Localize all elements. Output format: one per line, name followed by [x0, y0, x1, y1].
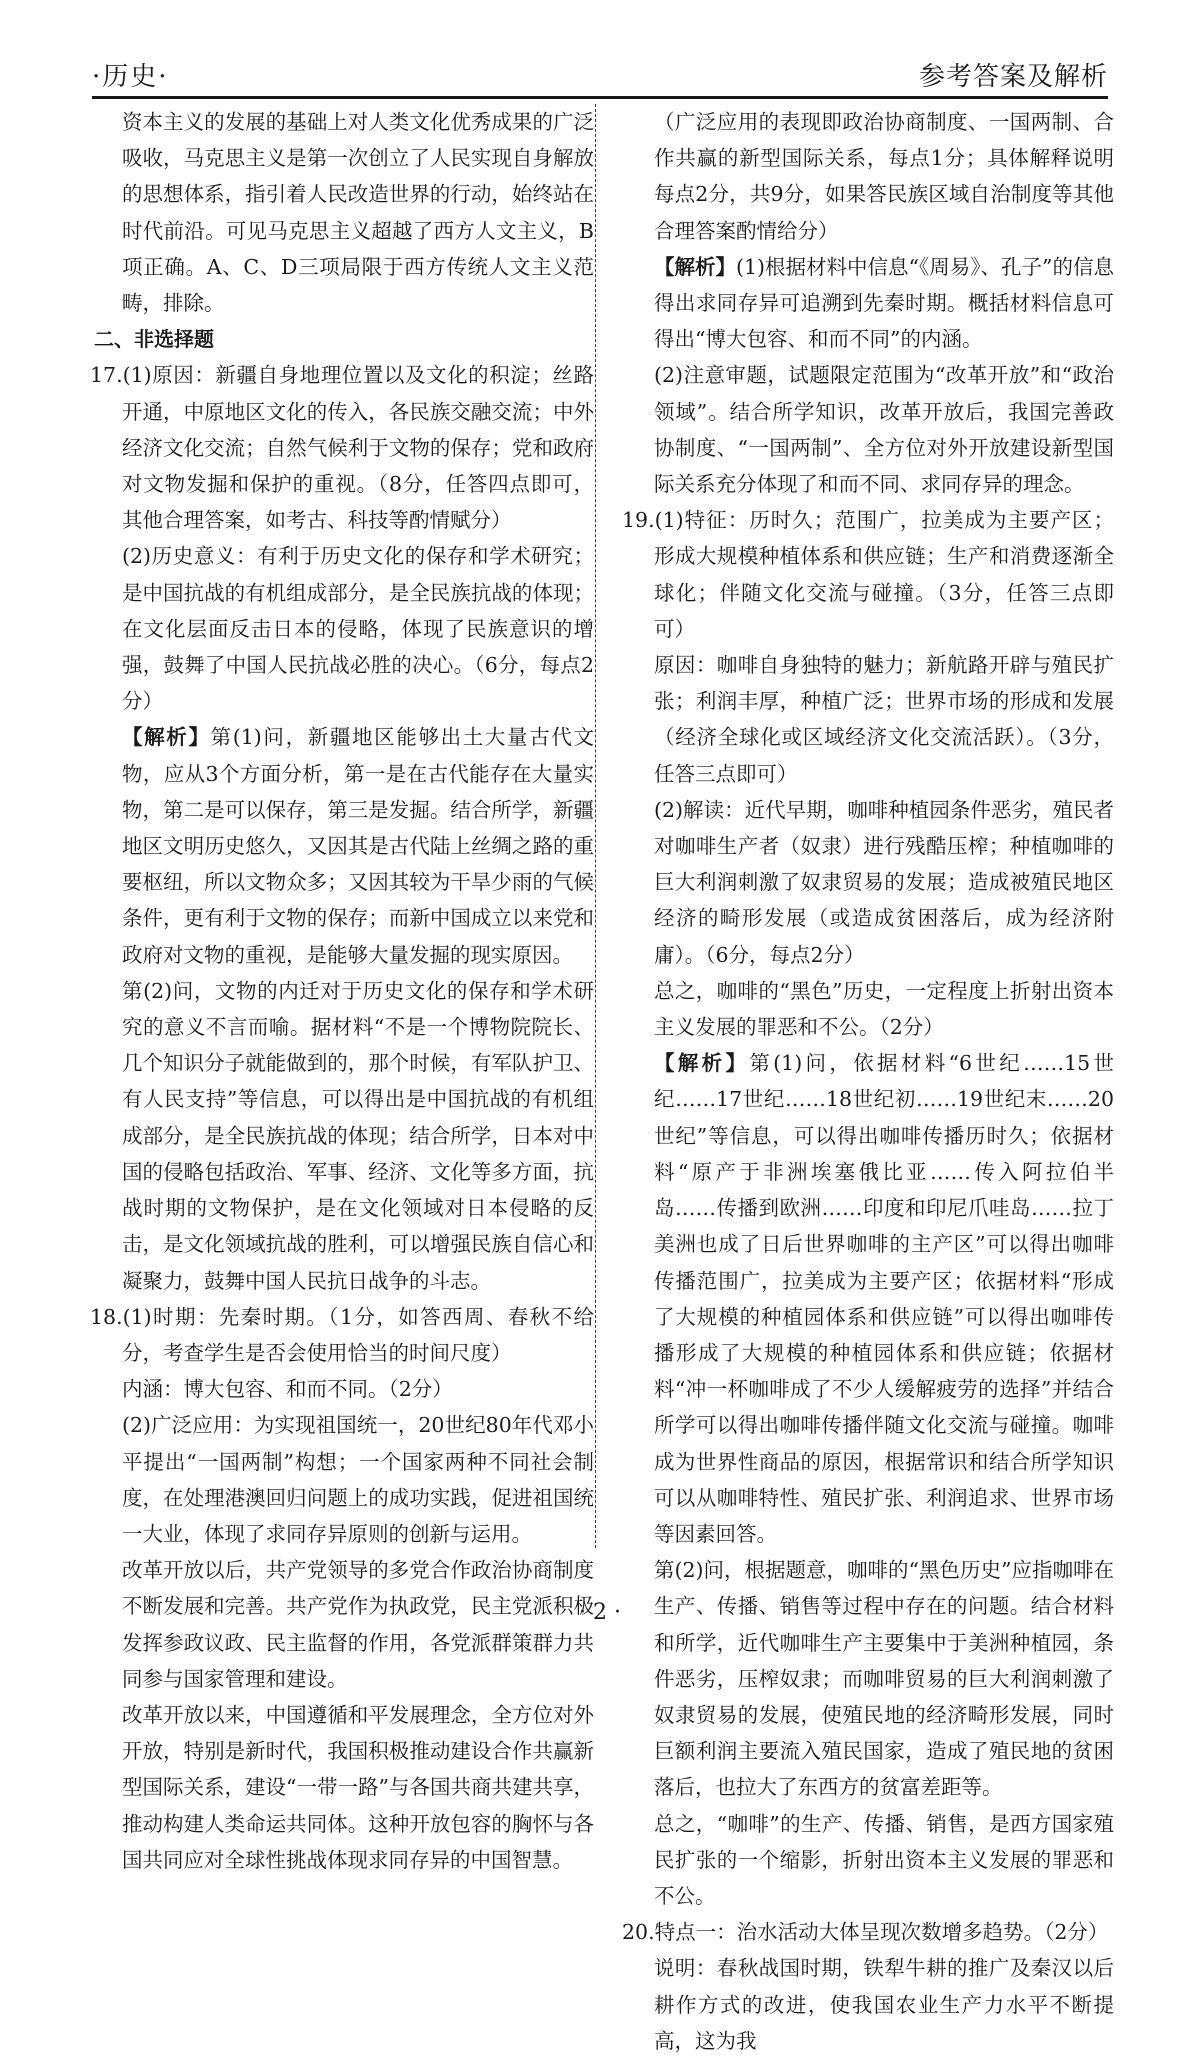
q19-explanation-1-text: 第(1)问，依据材料“6世纪……15世纪……17世纪……18世纪初……19世纪末……20世纪”等信息，可以得出咖啡传播历时久；依据材料“原产于非洲埃塞俄比亚……传入阿拉伯半岛……传播到欧洲……印度和印尼爪哇岛……拉丁美洲也成了日后世界咖啡的主产区”可以得出咖啡传播范围广，拉美成为主要产区；依据材料“形成了大规模的种植园体系和供应链”可以得出咖啡传播形成了大规模的种植园体系和供应链；依据材料“冲一杯咖啡成了不少人缓解疲劳的选择”并结合所学可以得出咖啡传播伴随文化交流与碰撞。咖啡成为世界性商品的原因，根据常识和结合所学知识可以从咖啡特性、殖民扩张、利润追求、世界市场等因素回答。 [654, 1051, 1114, 1546]
section-title: 二、非选择题 [94, 327, 214, 352]
right-column [622, 104, 1114, 2059]
q18-answer-continued: （广泛应用的表现即政治协商制度、一国两制、合作共赢的新型国际关系，每点1分；具体解释说明每点2分，共9分，如果答民族区域自治制度等其他合理答案酌情给分） [654, 110, 1114, 243]
q18-answer-4: 改革开放以来，中国遵循和平发展理念，全方位对外开放，特别是新时代，我国积极推动建设合作共赢新型国际关系，建设“一带一路”与各国共商共建共享，推动构建人类命运共同体。这种开放包容的胸怀与各国共同应对全球性挑战体现求同存异的中国智慧。 [122, 1702, 594, 1872]
q19-explanation-3: 总之，“咖啡”的生产、传播、销售，是西方国家殖民扩张的一个缩影，折射出资本主义发展的罪恶和不公。 [654, 1811, 1114, 1908]
q19-answer-2: (2)解读：近代早期，咖啡种植园条件恶劣，殖民者对咖啡生产者（奴隶）进行残酷压榨；种植咖啡的巨大利润刺激了奴隶贸易的发展；造成被殖民地区经济的畸形发展（或造成贫困落后，成为经济附庸）。（6分，每点2分） [654, 797, 1114, 967]
analysis-tag: 【解析】 [122, 725, 211, 750]
analysis-tag: 【解析】 [654, 1051, 750, 1076]
q18-answer-3: 改革开放以后，共产党领导的多党合作政治协商制度不断发展和完善。共产党作为执政党，民主党派积极发挥参政议政、民主监督的作用，各党派群策群力共同参与国家管理和建设。 [122, 1558, 594, 1691]
q18-explanation-2: (2)注意审题，试题限定范围为“改革开放”和“政治领域”。结合所学知识，改革开放后，我国完善政协制度、“一国两制”、全方位对外开放建设新型国际关系充分体现了和而不同、求同存异的理念。 [654, 363, 1114, 497]
section-header: 参考答案及解析 [918, 62, 1108, 92]
q19-answer-1: 19.(1)特征：历时久；范围广，拉美成为主要产区；形成大规模种植体系和供应链；生产和消费逐渐全球化；伴随文化交流与碰撞。（3分，任答三点即可） [622, 508, 1114, 641]
answer-paragraph: 资本主义的发展的基础上对人类文化优秀成果的广泛吸收，马克思主义是第一次创立了人民实现自身解放的思想体系，指引着人民改造世界的行动，始终站在时代前沿。可见马克思主义超越了西方人文主义，B项正确。A、C、D三项局限于西方传统人文主义范畴，排除。 [122, 110, 594, 316]
q18-answer-2: (2)广泛应用：为实现祖国统一，20世纪80年代邓小平提出“一国两制”构想；一个国家两种不同社会制度，在处理港澳回归问题上的成功实践，促进祖国统一大业，体现了求同存异原则的创新与运用。 [122, 1413, 594, 1546]
column-divider [595, 104, 596, 1548]
q17-explanation-1-text: 第(1)问，新疆地区能够出土大量古代文物，应从3个方面分析，第一是在古代能存在大量实物，第二是可以保存，第三是发掘。结合所学，新疆地区文明历史悠久，又因其是古代陆上丝绸之路的重要枢纽，所以文物众多；又因其较为干旱少雨的气候条件，更有利于文物的保存；而新中国成立以来党和政府对文物的重视，是能够大量发掘的现实原因。 [122, 725, 594, 967]
q18-explanation-1-text: (1)根据材料中信息“《周易》、孔子”的信息得出求同存异可追溯到先秦时期。概括材料信息可得出“博大包容、和而不同”的内涵。 [654, 254, 1114, 352]
q18-answer-1: 18.(1)时期：先秦时期。（1分，如答西周、春秋不给分，考查学生是否会使用恰当的时间尺度） [90, 1304, 594, 1365]
header-rule [92, 96, 1108, 99]
subject-header: ·历史· [92, 62, 169, 92]
q17-answer-1: 17.(1)原因：新疆自身地理位置以及文化的积淀；丝路开通，中原地区文化的传入，各民族交融交流；中外经济文化交流；自然气候利于文物的保存；党和政府对文物发掘和保护的重视。（8分，任答四点即可，其他合理答案，如考古、科技等酌情赋分） [90, 363, 594, 533]
q17-explanation-2: 第(2)问，文物的内迁对于历史文化的保存和学术研究的意义不言而喻。据材料“不是一个博物院院长、几个知识分子就能做到的，那个时候，有军队护卫、有人民支持”等信息，可以得出是中国抗战的有机组成部分，是全民族抗战的体现；结合所学，日本对中国的侵略包括政治、军事、经济、文化等多方面，抗战时期的文物保护，是在文化领域对日本侵略的反击，是文化领域抗战的胜利，可以增强民族自信心和凝聚力，鼓舞中国人民抗日战争的斗志。 [122, 978, 594, 1293]
q18-answer-1b: 内涵：博大包容、和而不同。（2分） [122, 1377, 453, 1402]
q20-answer-1: 20.特点一：治水活动大体呈现次数增多趋势。（2分） [622, 1920, 1109, 1945]
q20-answer-1b: 说明：春秋战国时期，铁犁牛耕的推广及秦汉以后耕作方式的改进，使我国农业生产力水平不断提高，这为我 [654, 1956, 1114, 2053]
q18-explanation-1 [626, 249, 1114, 358]
q19-explanation-1 [626, 1045, 1114, 1552]
q19-explanation-2: 第(2)问，根据题意，咖啡的“黑色历史”应指咖啡在生产、传播、销售等过程中存在的问题。结合材料和所学，近代咖啡生产主要集中于美洲种植园，条件恶劣，压榨奴隶；而咖啡贸易的巨大利润刺激了奴隶贸易的发展，使殖民地的经济畸形发展，同时巨额利润主要流入殖民国家，造成了殖民地的贫困落后，也拉大了东西方的贫富差距等。 [654, 1558, 1114, 1800]
q17-answer-2: (2)历史意义：有利于历史文化的保存和学术研究；是中国抗战的有机组成部分，是全民族抗战的体现；在文化层面反击日本的侵略，体现了民族意识的增强，鼓舞了中国人民抗战必胜的决心。（6分，每点2分） [122, 544, 594, 714]
page-number: · 2 · [579, 1600, 621, 1625]
q19-answer-2b: 总之，咖啡的“黑色”历史，一定程度上折射出资本主义发展的罪恶和不公。（2分） [654, 978, 1114, 1040]
analysis-tag: 【解析】 [654, 254, 736, 279]
q19-answer-1b: 原因：咖啡自身独特的魅力；新航路开辟与殖民扩张；利润丰厚，种植广泛；世界市场的形成和发展（经济全球化或区域经济文化交流活跃）。（3分，任答三点即可） [654, 653, 1114, 786]
q17-explanation-1 [94, 719, 594, 972]
